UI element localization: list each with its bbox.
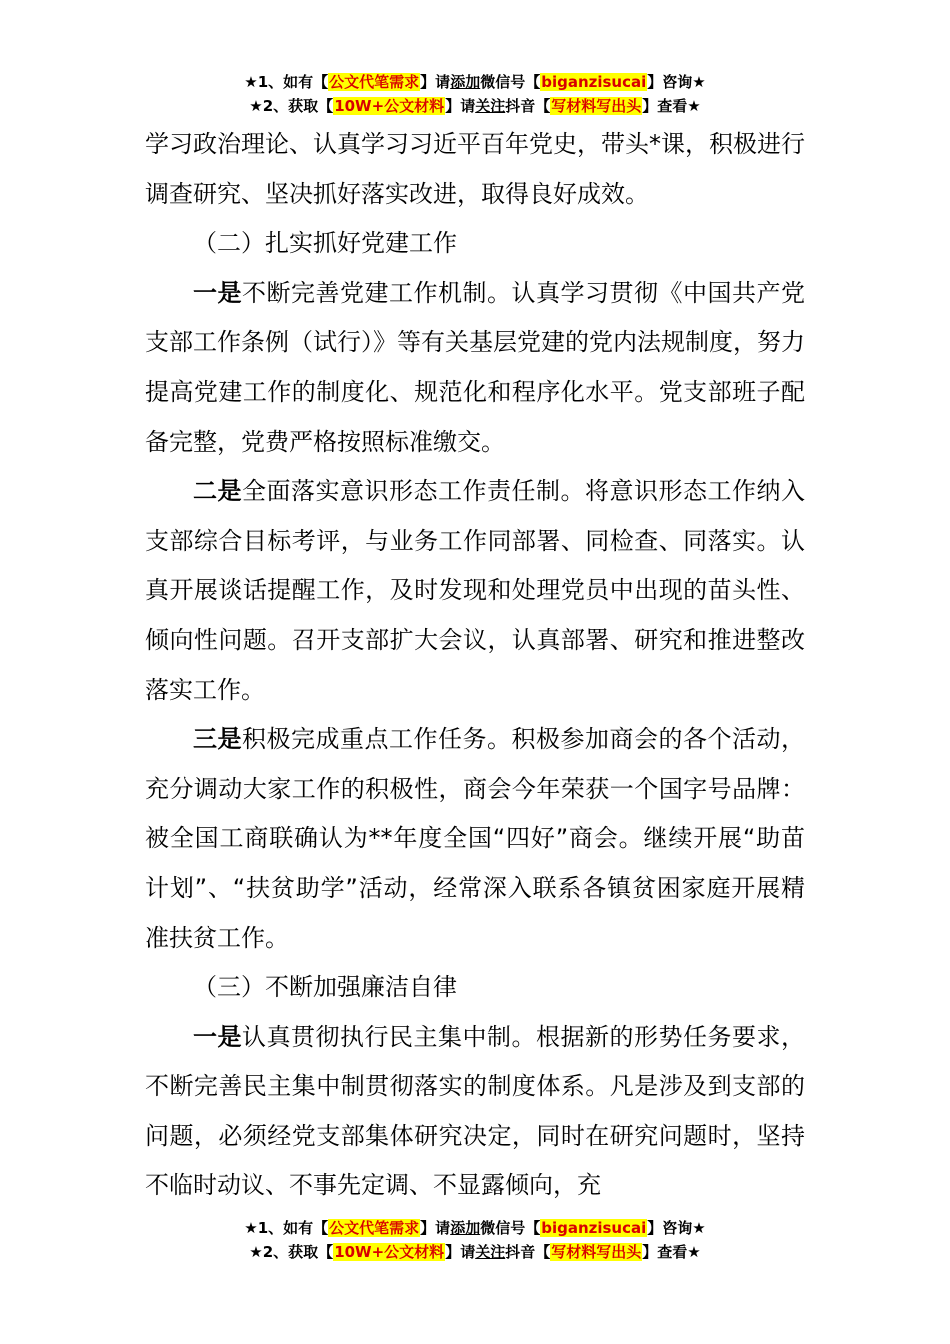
highlight-materials: 10W+公文材料	[334, 1243, 445, 1261]
section-heading-3: （三）不断加强廉洁自律	[193, 973, 457, 1002]
highlight-wechat-id: biganzisucai	[541, 73, 647, 91]
banner-line-1: ★1、如有【公文代笔需求】请添加微信号【biganzisucai】咨询★	[244, 1219, 706, 1237]
paragraph-1: 一是不断完善党建工作机制。认真学习贯彻《中国共产党支部工作条例（试行）》等有关基层党建的党内法规制度，努力提高党建工作的制度化、规范化和程序化水平。党支部班子配备完整，党费严格按照标准缴交。	[145, 278, 805, 456]
highlight-ghostwriting: 公文代笔需求	[329, 73, 420, 91]
header-banner	[0, 70, 950, 118]
banner-line-2: ★2、获取【10W+公文材料】请关注抖音【写材料写出头】查看★	[249, 1243, 701, 1261]
highlight-douyin: 写材料写出头	[551, 97, 642, 115]
section-heading-2: （二）扎实抓好党建工作	[193, 229, 457, 258]
highlight-ghostwriting: 公文代笔需求	[329, 1219, 420, 1237]
paragraph-3: 三是积极完成重点工作任务。积极参加商会的各个活动，充分调动大家工作的积极性，商会今年荣获一个国字号品牌：被全国工商联确认为**年度全国“四好”商会。继续开展“助苗计划”、“扶贫助学”活动，经常深入联系各镇贫困家庭开展精准扶贫工作。	[145, 725, 805, 952]
paragraph-2: 二是全面落实意识形态工作责任制。将意识形态工作纳入支部综合目标考评，与业务工作同部署、同检查、同落实。认真开展谈话提醒工作，及时发现和处理党员中出现的苗头性、倾向性问题。召开支部扩大会议，认真部署、研究和推进整改落实工作。	[145, 477, 805, 704]
highlight-materials: 10W+公文材料	[334, 97, 445, 115]
highlight-douyin: 写材料写出头	[551, 1243, 642, 1261]
footer-banner	[0, 1216, 950, 1264]
paragraph-4: 一是认真贯彻执行民主集中制。根据新的形势任务要求，不断完善民主集中制贯彻落实的制度体系。凡是涉及到支部的问题，必须经党支部集体研究决定，同时在研究问题时，坚持不临时动议、不事先定调、不显露倾向，充	[145, 1022, 805, 1200]
highlight-wechat-id: biganzisucai	[541, 1219, 647, 1237]
document-body	[145, 120, 805, 1211]
banner-line-1: ★1、如有【公文代笔需求】请添加微信号【biganzisucai】咨询★	[244, 73, 706, 91]
banner-line-2: ★2、获取【10W+公文材料】请关注抖音【写材料写出头】查看★	[249, 97, 701, 115]
paragraph-continued: 学习政治理论、认真学习习近平百年党史，带头*课，积极进行调查研究、坚决抓好落实改进，取得良好成效。	[145, 130, 805, 208]
